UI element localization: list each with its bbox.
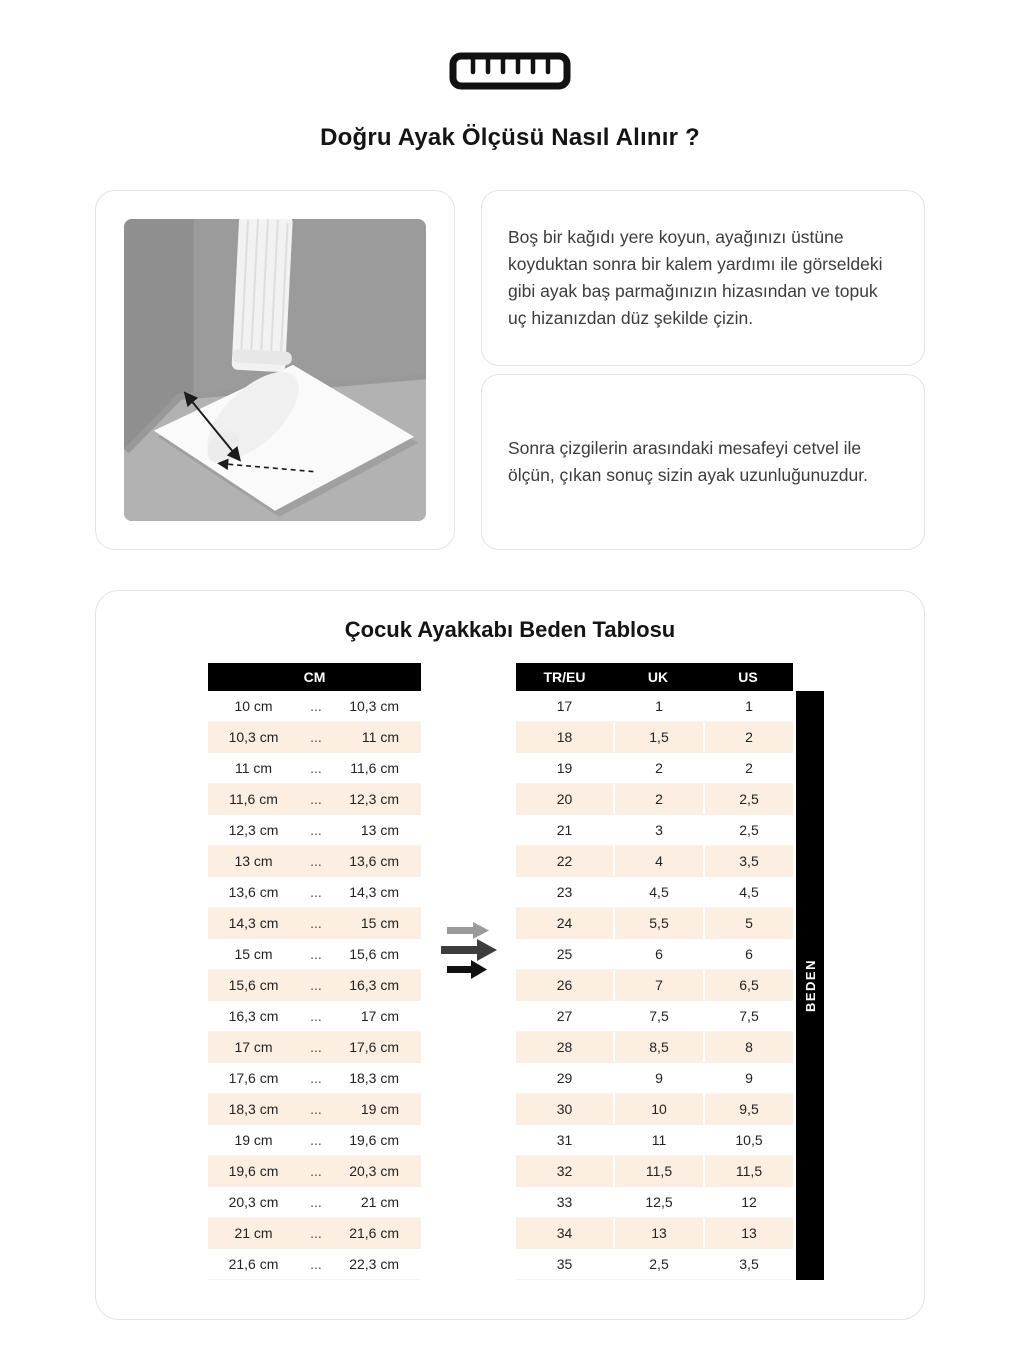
cm-range-to: 20,3 cm [349, 1163, 399, 1179]
instruction-step-2 [481, 374, 925, 550]
beden-label-text: BEDEN [802, 958, 818, 1012]
size-uk-value: 1,5 [613, 722, 703, 752]
foot-measurement-illustration [124, 219, 426, 521]
cm-table-row [208, 1125, 421, 1156]
size-uk-value: 7 [613, 970, 703, 1000]
size-uk-value: 1 [613, 691, 703, 721]
cm-range-from: 12,3 cm [228, 822, 279, 838]
cm-range-from: 15,6 cm [228, 977, 279, 993]
size-tr-eu-value: 23 [556, 884, 573, 900]
cm-range-separator: ... [310, 698, 322, 714]
cm-range-separator: ... [310, 884, 322, 900]
cm-range-separator: ... [310, 1008, 322, 1024]
beden-side-label [796, 691, 824, 1280]
size-table-row [516, 691, 793, 722]
cm-range-to: 13 cm [360, 822, 399, 838]
header-us: US [738, 669, 758, 685]
cm-range-separator: ... [310, 1039, 322, 1055]
size-uk-value: 2 [613, 784, 703, 814]
cm-table [208, 663, 421, 1280]
cm-range-to: 19 cm [360, 1101, 399, 1117]
cm-range-from: 21 cm [234, 1225, 273, 1241]
size-tr-eu-value: 19 [556, 760, 573, 776]
size-uk-value: 10 [613, 1094, 703, 1124]
size-uk-value: 4 [613, 846, 703, 876]
cm-range-to: 15,6 cm [349, 946, 399, 962]
foot-measurement-photo [124, 219, 426, 521]
instruction-step-2-text: Sonra çizgilerin arasındaki mesafeyi cetvel ile ölçün, çıkan sonuç sizin ayak uzunluğunuzdur. [508, 437, 868, 485]
size-us-value: 11,5 [703, 1156, 793, 1186]
size-table-row [516, 1218, 793, 1249]
size-table-row [516, 1001, 793, 1032]
size-table [516, 663, 793, 1280]
cm-range-from: 21,6 cm [228, 1256, 279, 1272]
cm-range-to: 16,3 cm [349, 977, 399, 993]
size-us-value: 7,5 [703, 1001, 793, 1031]
size-us-value: 2,5 [703, 784, 793, 814]
cm-range-from: 19,6 cm [228, 1163, 279, 1179]
cm-table-row [208, 939, 421, 970]
cm-range-from: 13 cm [234, 853, 273, 869]
cm-table-row [208, 815, 421, 846]
cm-range-from: 10,3 cm [228, 729, 279, 745]
cm-table-row [208, 877, 421, 908]
size-tr-eu-value: 31 [556, 1132, 573, 1148]
size-uk-value: 12,5 [613, 1187, 703, 1217]
cm-range-to: 17,6 cm [349, 1039, 399, 1055]
cm-range-to: 21 cm [360, 1194, 399, 1210]
size-us-value: 9 [703, 1063, 793, 1093]
size-uk-value: 4,5 [613, 877, 703, 907]
cm-table-row [208, 1032, 421, 1063]
size-table-row [516, 1156, 793, 1187]
size-us-value: 1 [703, 691, 793, 721]
size-table-row [516, 753, 793, 784]
size-tr-eu-value: 32 [556, 1163, 573, 1179]
size-table-row [516, 908, 793, 939]
cm-range-from: 15 cm [234, 946, 273, 962]
instruction-step-1-text: Boş bir kağıdı yere koyun, ayağınızı üstüne koyduktan sonra bir kalem yardımı ile görseldeki gibi ayak baş parmağınızın hizasından ve topuk uç hizanızdan düz şekilde çizin. [508, 226, 883, 329]
size-us-value: 3,5 [703, 846, 793, 876]
size-us-value: 12 [703, 1187, 793, 1217]
header-tr-eu: TR/EU [543, 669, 586, 685]
size-chart-card [95, 590, 925, 1320]
header-uk: UK [647, 669, 669, 685]
cm-range-separator: ... [310, 1070, 322, 1086]
cm-range-separator: ... [310, 791, 322, 807]
size-tr-eu-value: 34 [556, 1225, 573, 1241]
cm-range-to: 11 cm [361, 729, 399, 745]
size-us-value: 6,5 [703, 970, 793, 1000]
cm-range-separator: ... [310, 760, 322, 776]
size-uk-value: 7,5 [613, 1001, 703, 1031]
cm-range-from: 13,6 cm [228, 884, 279, 900]
cm-range-separator: ... [310, 1163, 322, 1179]
size-table-row [516, 1063, 793, 1094]
size-table-row [516, 939, 793, 970]
cm-range-separator: ... [310, 1194, 322, 1210]
size-table-row [516, 722, 793, 753]
cm-table-row [208, 691, 421, 722]
size-tr-eu-value: 25 [556, 946, 573, 962]
size-tr-eu-value: 30 [556, 1101, 573, 1117]
size-us-value: 9,5 [703, 1094, 793, 1124]
size-uk-value: 2 [613, 753, 703, 783]
size-table-row [516, 1094, 793, 1125]
double-right-arrows-graphic [437, 921, 501, 981]
cm-range-separator: ... [310, 1101, 322, 1117]
cm-range-to: 14,3 cm [349, 884, 399, 900]
cm-range-from: 17,6 cm [228, 1070, 279, 1086]
cm-table-row [208, 1249, 421, 1280]
cm-table-row [208, 908, 421, 939]
cm-range-to: 13,6 cm [349, 853, 399, 869]
cm-table-row [208, 1156, 421, 1187]
cm-range-from: 10 cm [234, 698, 273, 714]
cm-range-from: 18,3 cm [228, 1101, 279, 1117]
cm-range-to: 11,6 cm [350, 760, 399, 776]
cm-range-to: 18,3 cm [349, 1070, 399, 1086]
instruction-step-1 [481, 190, 925, 366]
size-us-value: 6 [703, 939, 793, 969]
cm-range-from: 16,3 cm [228, 1008, 279, 1024]
size-tr-eu-value: 29 [556, 1070, 573, 1086]
cm-table-row [208, 1063, 421, 1094]
size-tr-eu-value: 18 [556, 729, 573, 745]
ruler-icon-graphic [449, 52, 571, 90]
measurement-photo-card [95, 190, 455, 550]
size-uk-value: 5,5 [613, 908, 703, 938]
cm-range-from: 11,6 cm [229, 791, 278, 807]
size-chart-title: Çocuk Ayakkabı Beden Tablosu [344, 617, 676, 642]
size-us-value: 2,5 [703, 815, 793, 845]
cm-range-separator: ... [310, 915, 322, 931]
cm-table-row [208, 722, 421, 753]
cm-range-separator: ... [310, 1256, 322, 1272]
cm-range-to: 22,3 cm [349, 1256, 399, 1272]
cm-table-row [208, 1001, 421, 1032]
cm-table-row [208, 1094, 421, 1125]
cm-range-to: 12,3 cm [349, 791, 399, 807]
size-tr-eu-value: 28 [556, 1039, 573, 1055]
size-tr-eu-value: 21 [556, 822, 573, 838]
size-us-value: 2 [703, 753, 793, 783]
size-us-value: 5 [703, 908, 793, 938]
size-chart-tables [96, 663, 924, 1280]
cm-range-separator: ... [310, 853, 322, 869]
size-tr-eu-value: 20 [556, 791, 573, 807]
size-tr-eu-value: 22 [556, 853, 573, 869]
size-uk-value: 3 [613, 815, 703, 845]
size-uk-value: 11 [613, 1125, 703, 1155]
size-table-row [516, 815, 793, 846]
ruler-icon [95, 52, 925, 90]
cm-table-row [208, 1187, 421, 1218]
cm-range-to: 15 cm [360, 915, 399, 931]
cm-range-separator: ... [310, 946, 322, 962]
cm-table-row [208, 753, 421, 784]
size-us-value: 4,5 [703, 877, 793, 907]
cm-range-to: 10,3 cm [349, 698, 399, 714]
double-right-arrows-icon [421, 921, 516, 981]
instructions-section [95, 190, 925, 550]
size-uk-value: 2,5 [613, 1249, 703, 1279]
cm-table-row [208, 1218, 421, 1249]
size-table-row [516, 1249, 793, 1280]
size-uk-value: 8,5 [613, 1032, 703, 1062]
cm-table-row [208, 846, 421, 877]
size-uk-value: 11,5 [613, 1156, 703, 1186]
size-table-row [516, 970, 793, 1001]
size-tr-eu-value: 17 [556, 698, 573, 714]
cm-range-separator: ... [310, 977, 322, 993]
cm-range-from: 14,3 cm [228, 915, 279, 931]
size-table-row [516, 1032, 793, 1063]
cm-range-from: 20,3 cm [228, 1194, 279, 1210]
cm-table-body [208, 691, 421, 1280]
page-title: Doğru Ayak Ölçüsü Nasıl Alınır ? [320, 124, 700, 151]
size-table-row [516, 1125, 793, 1156]
cm-range-from: 19 cm [234, 1132, 273, 1148]
size-table-row [516, 877, 793, 908]
cm-range-from: 17 cm [234, 1039, 273, 1055]
size-tr-eu-value: 24 [556, 915, 573, 931]
size-table-row [516, 846, 793, 877]
cm-range-to: 17 cm [360, 1008, 399, 1024]
cm-range-separator: ... [310, 1225, 322, 1241]
size-us-value: 10,5 [703, 1125, 793, 1155]
size-us-value: 3,5 [703, 1249, 793, 1279]
size-us-value: 8 [703, 1032, 793, 1062]
cm-range-from: 11 cm [234, 760, 273, 776]
size-table-header [516, 663, 793, 691]
size-tr-eu-value: 35 [556, 1256, 573, 1272]
size-us-value: 13 [703, 1218, 793, 1248]
size-table-row [516, 1187, 793, 1218]
cm-range-separator: ... [310, 822, 322, 838]
cm-range-separator: ... [310, 729, 322, 745]
size-uk-value: 13 [613, 1218, 703, 1248]
size-us-value: 2 [703, 722, 793, 752]
size-tr-eu-value: 33 [556, 1194, 573, 1210]
cm-table-row [208, 784, 421, 815]
size-uk-value: 6 [613, 939, 703, 969]
cm-range-to: 21,6 cm [349, 1225, 399, 1241]
size-table-row [516, 784, 793, 815]
cm-range-separator: ... [310, 1132, 322, 1148]
size-uk-value: 9 [613, 1063, 703, 1093]
size-table-wrap [516, 663, 824, 1280]
size-table-body [516, 691, 793, 1280]
cm-range-to: 19,6 cm [349, 1132, 399, 1148]
cm-table-header: CM [208, 663, 421, 691]
cm-table-row [208, 970, 421, 1001]
instruction-steps [481, 190, 925, 550]
size-tr-eu-value: 27 [556, 1008, 573, 1024]
size-tr-eu-value: 26 [556, 977, 573, 993]
